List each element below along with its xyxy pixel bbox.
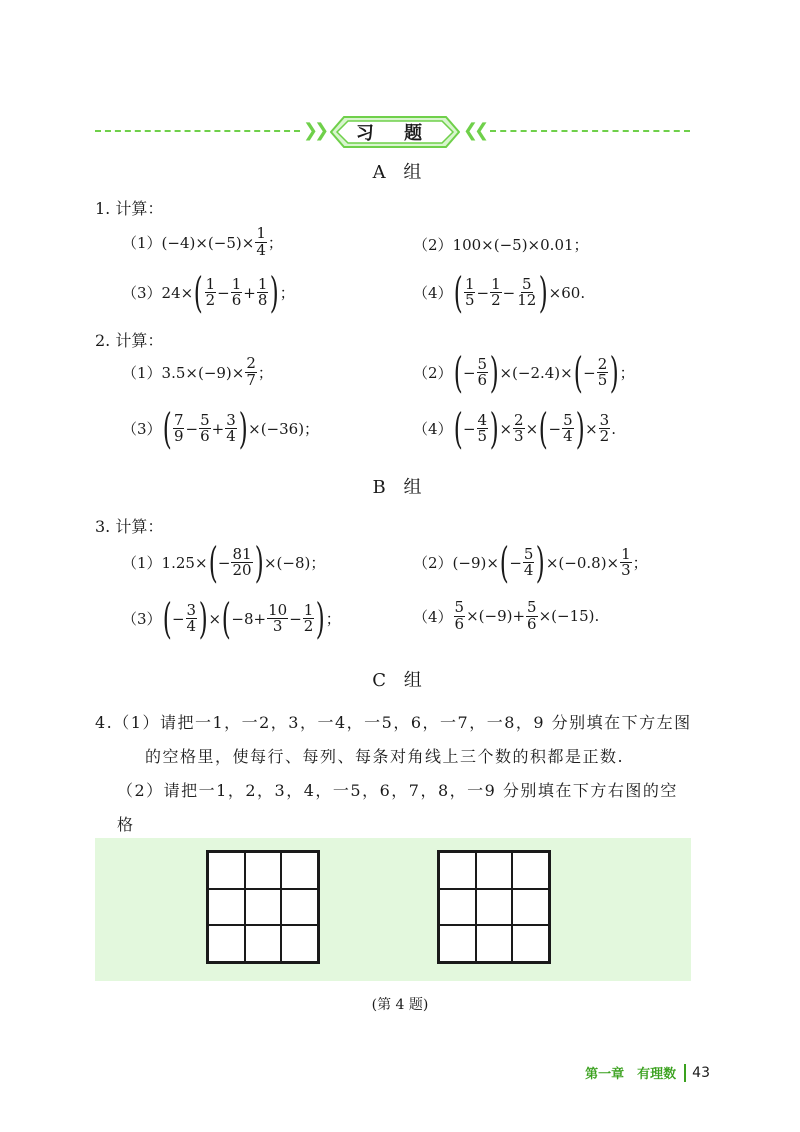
grid-cell[interactable]	[245, 889, 282, 926]
q2-label	[95, 328, 163, 351]
q4-number: 4.	[95, 713, 114, 732]
chevron-right-icon: ❯❯	[303, 120, 326, 141]
q3-label	[95, 514, 163, 537]
q2-item-4: （4） ( − 4 5 ) × 2 3 × ( − 5 4 ) × 3 2 .	[413, 404, 616, 453]
grid-cell[interactable]	[476, 925, 513, 962]
q2-item-2: （2） ( − 5 6 ) ×(−2.4)× ( − 2 5 ) ；	[413, 348, 635, 397]
figure-caption: (第 4 题)	[371, 997, 429, 1013]
grid-cell[interactable]	[439, 925, 476, 962]
q2-text: 计算：	[115, 331, 164, 350]
page-footer	[585, 1063, 710, 1082]
footer-divider	[684, 1064, 686, 1082]
grid-cell[interactable]	[439, 852, 476, 889]
grid-cell[interactable]	[476, 852, 513, 889]
grid-cell[interactable]	[281, 889, 318, 926]
q1-item-4: （4） ( 1 5 − 1 2 − 5 12 ) ×60.	[413, 268, 586, 317]
left-grid[interactable]	[206, 850, 320, 964]
q2-number: 2.	[95, 331, 111, 350]
chevron-left-icon: ❮❮	[463, 120, 486, 141]
grid-cell[interactable]	[245, 925, 282, 962]
q4-part1-text: （1）请把一1，一2，3，一4，一5，6，一7，一8，9 分别填在下方左图	[113, 713, 692, 732]
q1-item-2: （2）100×(−5)×0.01；	[413, 236, 589, 254]
group-b-heading: B 组	[372, 477, 428, 498]
q2-item-1: （1）3.5×(−9)× 2 7 ；	[122, 354, 273, 389]
q4-part1-line2: 的空格里，使每行、每列、每条对角线上三个数的积都是正数.	[145, 747, 625, 766]
q1-number: 1.	[95, 199, 111, 218]
q1-item-1: （1）(−4)×(−5)× 1 4 ；	[122, 224, 283, 259]
q3-item-4: （4） 5 6 ×(−9)+ 5 6 ×(−15).	[413, 598, 600, 633]
banner-dashed-line-left	[95, 130, 300, 132]
q3-item-1: （1）1.25× ( − 81 20 ) ×(−8)；	[122, 538, 326, 587]
q3-text: 计算：	[115, 517, 164, 536]
q1-item-3: （3）24× ( 1 2 − 1 6 + 1 8 ) ；	[122, 268, 295, 317]
q4-part1-line1	[95, 706, 695, 740]
fraction: 1 4	[256, 224, 266, 259]
group-a-heading: A 组	[372, 162, 428, 183]
group-c-heading: C 组	[372, 670, 428, 691]
grid-cell[interactable]	[208, 925, 245, 962]
figure-background	[95, 838, 691, 981]
q1-text: 计算：	[115, 199, 164, 218]
grid-cell[interactable]	[281, 852, 318, 889]
grid-cell[interactable]	[512, 925, 549, 962]
grid-cell[interactable]	[512, 889, 549, 926]
q3-number: 3.	[95, 517, 111, 536]
chapter-title: 第一章 有理数	[585, 1067, 677, 1082]
q3-item-3: （3） ( − 3 4 ) × ( −8+ 10 3 − 1 2 ) ；	[122, 594, 341, 643]
grid-cell[interactable]	[245, 852, 282, 889]
grid-cell[interactable]	[512, 852, 549, 889]
q2-item-3: （3） ( 7 9 − 5 6 + 3 4 ) ×(−36)；	[122, 404, 320, 453]
banner-title: 习 题	[355, 123, 435, 144]
right-grid[interactable]	[437, 850, 551, 964]
q4-part2-line1: （2）请把一1，2，3，4，一5，6，7，8，一9 分别填在下方右图的空格	[117, 781, 678, 834]
q3-item-2: （2）(−9)× ( − 5 4 ) ×(−0.8)× 1 3 ；	[413, 538, 648, 587]
grid-cell[interactable]	[476, 889, 513, 926]
grid-cell[interactable]	[281, 925, 318, 962]
page-number: 43	[692, 1064, 710, 1081]
grid-cell[interactable]	[208, 852, 245, 889]
grid-cell[interactable]	[208, 889, 245, 926]
banner-dashed-line-right	[490, 130, 690, 132]
q1-label	[95, 196, 163, 219]
grid-cell[interactable]	[439, 889, 476, 926]
